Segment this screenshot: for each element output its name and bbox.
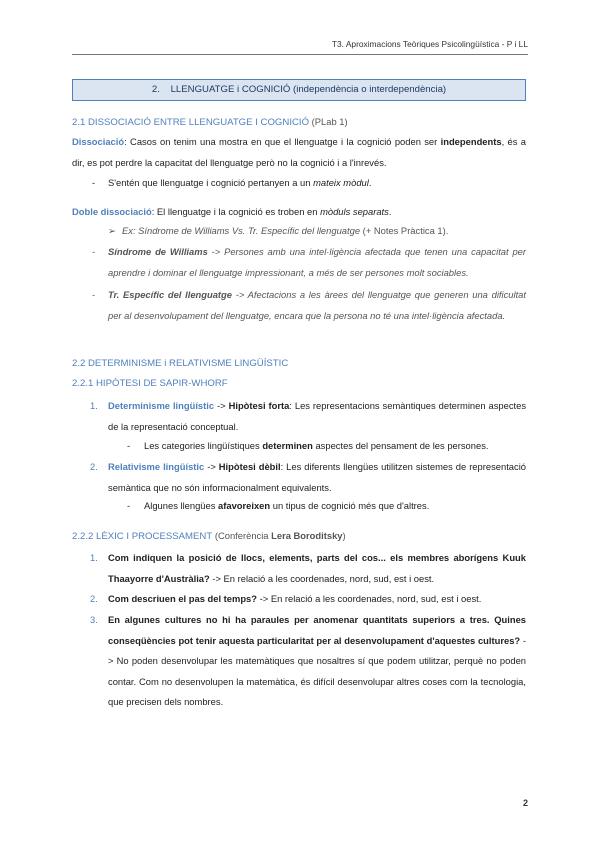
williams-paragraph xyxy=(108,242,526,283)
answer-text: -> No poden desenvolupar les matemàtiques que nosaltres sí que podem utilitzar, perquè no poden contar. Com no desenvolupen la matemàtica, és difícil desenvolupar altres coses com la tecnologia, que precisen dels nombres. xyxy=(108,634,526,707)
relativisme-term: Relativisme lingüístic xyxy=(108,461,205,472)
heading-note-end: ) xyxy=(342,530,346,541)
answer-text: -> En relació a les coordenades, nord, sud, est i oest. xyxy=(257,593,482,604)
arrow: -> xyxy=(214,400,229,411)
bullet-marker: - xyxy=(127,440,131,451)
williams-term: Síndrome de Williams xyxy=(108,246,208,257)
sub-bold: afavoreixen xyxy=(218,500,271,511)
hipotesi-debil: Hipòtesi dèbil xyxy=(218,461,281,472)
heading-note-bold: Lera Boroditsky xyxy=(271,530,343,541)
tel-text: -> Afectacions a les àrees del llenguatge que generen una dificultat per al desenvolupament del llenguatge, encara que la persona no té una intel·ligència afectada. xyxy=(108,289,526,321)
example-em: Ex: Síndrome de Williams Vs. Tr. Específic del llenguatge xyxy=(122,225,361,236)
question-2 xyxy=(108,589,526,610)
determinisme-subitem xyxy=(144,440,489,451)
list-number: 1. xyxy=(90,552,98,563)
relativisme-subitem xyxy=(144,500,429,511)
dissociacio-text-end: , és a dir, es pot perdre la capacitat del llenguatge però no la cognició i a l'inrevés. xyxy=(72,136,526,168)
bullet-marker: - xyxy=(127,500,131,511)
list-number: 2. xyxy=(90,593,98,604)
heading-2-1 xyxy=(72,116,348,128)
bullet-marker: - xyxy=(92,289,96,300)
list-number: 1. xyxy=(90,400,98,411)
bullet-text: S'entén que llenguatge i cognició pertanyen a un xyxy=(108,177,314,188)
sub-bold: determinen xyxy=(262,440,313,451)
williams-text: -> Persones amb una intel·ligència afectada que tenen una capacitat per aprendre i dominar el llenguatge impressionant, a més de ser persones molt sociables. xyxy=(108,246,526,278)
arrow-bullet-icon: ➢ xyxy=(108,225,116,236)
doble-term: Doble dissociació xyxy=(72,206,152,217)
bullet-end: . xyxy=(368,177,372,188)
heading-2-1-note: (PLab 1) xyxy=(311,116,348,127)
sub-text-end: un tipus de cognició més que d'altres. xyxy=(270,500,430,511)
section-title-box xyxy=(72,79,526,101)
heading-2-2: 2.2 DETERMINISME i RELATIVISME LINGÜÍSTIC xyxy=(72,358,289,369)
running-header: T3. Aproximacions Teòriques Psicolingüística - P i LL xyxy=(331,39,528,49)
question-text: Com descriuen el pas del temps? xyxy=(108,593,258,604)
sub-text: Les categories lingüístiques xyxy=(144,440,263,451)
section-title: LLENGUATGE i COGNICIÓ xyxy=(170,84,291,95)
hipotesi-forta: Hipòtesi forta xyxy=(228,400,290,411)
section-subtitle: (independència o interdependència) xyxy=(293,84,447,95)
page-number: 2 xyxy=(522,798,528,808)
list-number: 3. xyxy=(90,614,98,625)
heading-2-2-2 xyxy=(72,530,346,542)
relativisme-text: : Les diferents llengües utilitzen sistemes de representació semàntica que no són informacionalment equivalents. xyxy=(108,461,526,493)
arrow: -> xyxy=(204,461,219,472)
header-rule xyxy=(72,54,528,55)
sub-text: Algunes llengües xyxy=(144,500,219,511)
example-line xyxy=(122,225,448,236)
section-number: 2. xyxy=(151,84,160,95)
answer-text: -> En relació a les coordenades, nord, sud, est i oest. xyxy=(209,572,435,584)
bullet-em: mateix mòdul xyxy=(313,177,369,188)
tel-paragraph xyxy=(108,285,526,326)
question-text: En algunes cultures no hi ha paraules per anomenar quantitats superiors a tres. Quines conseqüències pot tenir aquesta particularitat per al desenvolupament d'aquestes cultures? xyxy=(108,614,526,646)
sub-text-end: aspectes del pensament de les persones. xyxy=(312,440,489,451)
mateix-modul-bullet xyxy=(108,177,371,188)
example-note: (+ Notes Pràctica 1). xyxy=(362,225,449,236)
determinisme-term: Determinisme lingüístic xyxy=(108,400,215,411)
doble-em: mòduls separats xyxy=(320,206,389,217)
heading-2-2-1: 2.2.1 HIPÒTESI DE SAPIR-WHORF xyxy=(72,378,228,389)
heading-2-1-text: 2.1 DISSOCIACIÓ ENTRE LLENGUATGE I COGNICIÓ xyxy=(72,117,310,128)
determinisme-text: : Les representacions semàntiques determinen aspectes de la representació conceptual. xyxy=(108,400,527,432)
doble-end: . xyxy=(388,206,392,217)
doble-text: : El llenguatge i la cognició es troben en xyxy=(151,206,321,217)
dissociacio-term: Dissociació xyxy=(72,136,125,147)
bullet-marker: - xyxy=(92,246,96,257)
question-1 xyxy=(108,548,526,589)
question-text: Com indiquen la posició de llocs, elements, parts del cos... els membres aborígens Kuuk Thaayorre d'Austràlia? xyxy=(108,552,526,584)
list-number: 2. xyxy=(90,461,98,472)
question-3 xyxy=(108,610,526,713)
heading-note: (Conferència xyxy=(214,530,272,541)
dissociacio-bold: independents xyxy=(440,136,502,147)
dissociacio-paragraph xyxy=(72,132,526,173)
determinisme-item xyxy=(108,396,526,437)
dissociacio-text: : Casos on tenim una mostra en que el llenguatge i la cognició poden ser xyxy=(124,136,441,147)
tel-term: Tr. Específic del llenguatge xyxy=(108,289,232,300)
relativisme-item xyxy=(108,457,526,498)
doble-dissociacio xyxy=(72,206,391,217)
bullet-marker: - xyxy=(92,177,96,188)
heading-2-2-2-text: 2.2.2 LÈXIC I PROCESSAMENT xyxy=(72,531,213,542)
